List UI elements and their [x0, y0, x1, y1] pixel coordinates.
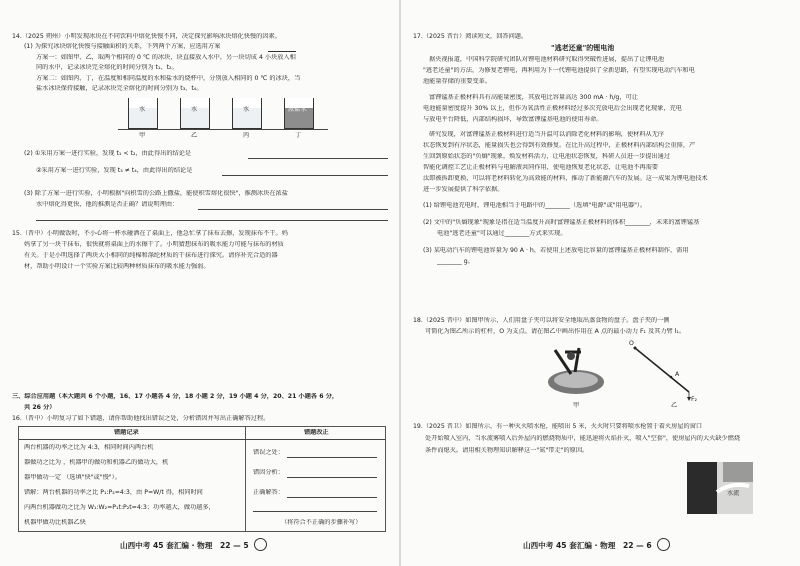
beaker-label: 浓盐水 — [288, 106, 307, 113]
water-cannon-photo — [687, 462, 753, 514]
q19-line3: 条件而熄灭。请用相关物理知识解释这一"氮"带走"的原因。 — [425, 447, 589, 454]
left-page — [0, 0, 399, 566]
q14-line4: 同的水中，记录冰块完全熔化的时间分别为 t₁、t₂。 — [36, 64, 178, 71]
fig-caption: 丙 — [243, 132, 250, 139]
article-p3-line: 智能化调控工艺让正极材料与电解液共同作用，使电池恢复老化状态，让电池不再需要 — [423, 164, 659, 171]
q17-line1: 17.（2025 晋台）阅读短文，回答问题。 — [413, 33, 528, 40]
section3-heading: 三、综合应用题（本大题共 6 个小题，16、17 小题各 4 分，18 小题 2 分，19 小题 4 分，20、21 小题各 6 分， — [12, 393, 339, 400]
answer-line[interactable] — [222, 175, 388, 176]
article-p1-line: 据央视报道，中国科学院研究团队对锂电池材料研究取得突破性进展，提出了让锂电池 — [429, 56, 665, 63]
article-p2-line: 电池能量密度提升 30% 以上，但作为氧活性正极材料经过多次充放电后会出现老化现象，充电 — [423, 105, 682, 112]
beaker-ding — [284, 98, 314, 129]
answer-line[interactable] — [287, 497, 377, 498]
article-p1-line: 池能量存储的重要变革。 — [423, 78, 492, 85]
publisher-logo-icon — [254, 538, 267, 551]
fig-caption-jia: 甲 — [573, 402, 580, 409]
record-line: 两台机器的功率之比为 4:3，相同时间内两台机 — [24, 444, 154, 451]
correction-title: 错题改正 — [304, 429, 329, 436]
water-flow-label: 水流 — [727, 490, 740, 497]
record-line: 器做功之比为 ，机器甲的做功和机器乙的做功大，机 — [24, 459, 169, 466]
publisher-logo-icon — [657, 538, 670, 551]
q18-line2: 可简化为图乙所示的杠杆，O 为支点。请在图乙中画出作用在 A 点的最小动力 F₁ 及其力臂 l₁。 — [425, 328, 686, 335]
beaker-figure — [128, 98, 328, 146]
correction-note: （将符合不正确的步骤补写） — [281, 519, 362, 526]
answer-line[interactable] — [248, 158, 388, 159]
q14-line6: 盐水冰块保持接触，记录冰块完全熔化的时间分别为 t₃、t₄。 — [36, 85, 203, 92]
article-title: "逃老还童"的锂电池 — [551, 44, 615, 52]
q15-line1: 15.（晋中）小明做饭时，不小心将一杯水碰洒在了桌面上，他急忙拿了抹布去擦，发现抹布不干。妈 — [12, 230, 288, 237]
q17-sub3-cont: ________ g。 — [437, 258, 474, 265]
pivot-label: O — [629, 340, 634, 347]
q17-sub2-cont: 电池"逃老还童"可以通过________方式来实现。 — [437, 230, 567, 237]
correction-label-solution: 正确解答： — [253, 489, 284, 496]
beaker-label: 水 — [139, 106, 146, 113]
left-footer: 山西中考 45 套汇编 · 物理 22 — 5 — [120, 541, 249, 550]
q16-line1: 16.（晋中）小明复习了如下错题，请你帮助他找出错误之处，分析错因并写出正确解答过程。 — [12, 415, 270, 422]
q14-line8: ②采用方案一进行实验，发现 t₃ ≠ t₄，由此得出的结论是 — [36, 167, 193, 174]
record-line: 机器甲做功比机器乙快 — [24, 519, 86, 526]
answer-line[interactable] — [287, 477, 377, 478]
right-footer: 山西中考 45 套汇编 · 物理 22 — 6 — [523, 541, 652, 550]
error-record-table — [18, 426, 386, 532]
q19-line1: 19.（2025 晋卫）如图所示，有一种灭火喷水枪，能喷出 5 米，火火时只要将喷水枪置于着火房屋的窗口 — [413, 423, 703, 430]
article-p3-line: 研究发现，对富锂锰基正极材料进行适当升温可以消除老化材料的影响，使材料从无序 — [429, 131, 665, 138]
q19-line2: 处开始喷入室内，当水流雾喷入后外屋内的燃烧物质中，能迅速将火焰扑灭，喷入"空套"，使房屋内的大火缺少燃烧 — [425, 435, 741, 442]
q14-line5: 方案二：如图丙、丁，在温度和相同温度的水和盐水的烧杯中，分别放入相同的 0 ℃ 的冰块，当 — [36, 75, 301, 82]
answer-line[interactable] — [198, 209, 388, 210]
article-p3-line: 进一步发展提供了科学依据。 — [423, 186, 504, 193]
article-p3-line: 生回到原始状态的"负熵"现象，焕发材料活力，让电池状态恢复，科研人员进一步提出通过 — [423, 153, 671, 160]
record-line: 错解：两台机器的功率之比 P₁:P₂=4:3，由 P=W/t 得，相同时间 — [24, 489, 203, 496]
lever-diagram — [627, 344, 697, 402]
beaker-yi — [180, 98, 210, 129]
beaker-label: 水 — [191, 106, 198, 113]
table-header-rule — [19, 439, 385, 440]
q14-line9: (3) 除了方案一进行实验，小明根据"向积雪的公路上撒盐，能使积雪熔化很快"，推测冰块在浓盐 — [24, 190, 288, 197]
q14-line1: 14.（2025 朔州）小明发现冰块在不同饮料中熔化快慢不同，决定探究影响冰块熔化快慢的因素。 — [12, 33, 281, 40]
fig-caption: 丁 — [295, 132, 302, 139]
fig-caption-yi: 乙 — [671, 402, 678, 409]
q14-line3: 方案一：如图甲、乙，取两个相同的 0 ℃ 的冰块，块直接放入水中，另一块切成 4 小块放入相 — [36, 54, 296, 61]
q15-line3: 有关。于是小明选择了两块大小相同的纯棉和涤纶材质的干抹布进行探究。请你补充合适的器 — [24, 252, 278, 259]
fig-caption: 甲 — [139, 132, 146, 139]
beaker-jia — [128, 98, 158, 129]
fig-caption: 乙 — [191, 132, 198, 139]
correction-label-cause: 错因分析： — [253, 469, 284, 476]
article-p2-line: 富锂锰基正极材料具有高能量密度，其放电比容量高达 300 mA · h/g，可让 — [429, 94, 638, 101]
right-page — [401, 0, 800, 566]
q18-line1: 18.（2025 晋中）如图甲所示，人们用盘子夹可以将安全地取出蒸食物的盘子。盘子夹的一侧 — [413, 317, 670, 324]
answer-line[interactable] — [287, 457, 377, 458]
q14-line2: (1) 为探究冰块熔化快慢与接触面积的关系，下列两个方案，应选用方案 — [24, 43, 221, 50]
article-p3-line: 汰即被拆卸更换，可以将老材料转化为高效能的材料，推动了新能源汽车的发展。这一成果为锂电池技术 — [423, 175, 708, 182]
q17-sub3: (3) 某电动汽车的锂电池容量为 90 A · h，若使用上述放电比容量的富锂锰基正极材料制作，需用 — [423, 247, 689, 254]
record-title: 错题记录 — [114, 429, 139, 436]
section3-heading-cont: 共 26 分） — [24, 404, 56, 411]
q15-line4: 材，帮助小明设计一个实验方案比较两种材质抹布的吸水能力强弱。 — [24, 263, 210, 270]
q17-sub2: (2) 文中的"负熵现象"现象是指在适当温度升高时富锂锰基正极材料的体积________，未来的富锂锰基 — [423, 219, 700, 226]
table-divider — [245, 427, 246, 531]
article-p1-line: "逃老还童"的方法，为修复老锂电，再利用为下一代锂电池提供了全新思路，有望实现电动汽车和电 — [423, 67, 695, 74]
record-line: 内两台机器做功之比为 W₁:W₂=P₁t:P₂t=4:3；功率越大，做功越多， — [24, 504, 215, 511]
q17-sub1: (1) 给锂电池充电时，锂电池相当于电路中的________（选填"电源"或"用电器"）。 — [423, 202, 647, 209]
q14-line10: 水中熔化得更快，他的推测是否正确？请说明理由： — [36, 201, 179, 208]
answer-line[interactable] — [36, 220, 388, 221]
force-f2-label: F₂ — [691, 396, 698, 403]
answer-line[interactable] — [253, 511, 377, 512]
q15-line2: 妈拿了另一块干抹布，很快就将桌面上的水擦干了。小明猜想抹布的吸水能力可能与抹布的材质 — [24, 241, 284, 248]
plate-clamp-photo — [541, 342, 611, 398]
article-p3-line: 状态恢复到有序状态，能量损失也会得到有效修复。在比升高过程中，正极材料内部结构会重排，产 — [423, 142, 696, 149]
correction-label-error: 错误之处： — [253, 449, 284, 456]
beaker-bing — [232, 98, 262, 129]
record-line: 器甲做功一定 （选填"快"或"慢"）。 — [24, 474, 121, 481]
q14-line7: (2) ①采用方案一进行实验，发现 t₁ < t₂，由此得出的结论是 — [24, 150, 192, 157]
point-a-label: A — [675, 371, 680, 378]
beaker-label: 水 — [243, 106, 250, 113]
q14-answer-blank[interactable] — [268, 45, 296, 52]
article-p2-line: 与放电平台降低，内部结构损坏，导致富锂锰基电池的使用寿命。 — [423, 116, 603, 123]
table-surface — [118, 129, 328, 130]
